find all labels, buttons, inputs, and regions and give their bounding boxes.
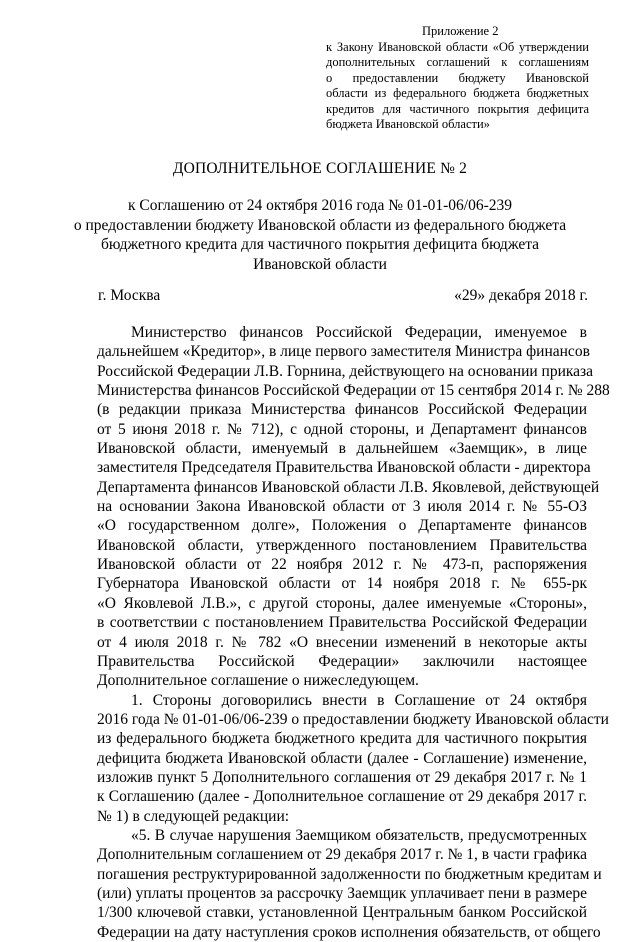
- body-line: «5. В случае нарушения Заемщиком обязательств, предусмотренных: [131, 826, 587, 844]
- appendix-line: кредитов для частичного покрытия дефицита: [326, 101, 589, 116]
- appendix-line: к Закону Ивановской области «Об утверждении: [326, 39, 589, 54]
- body-line: Российской Федерации Л.В. Горнина, действующего на основании приказа: [97, 362, 594, 380]
- document-body: [97, 323, 610, 942]
- body-line: № 1) в следующей редакции:: [97, 807, 290, 825]
- body-line: «О Яковлевой Л.В.», с другой стороны, далее именуемые «Стороны»,: [97, 594, 587, 612]
- body-line: (в редакции приказа Министерства финансов Российской Федерации: [97, 401, 587, 419]
- body-line: 2016 года № 01-01-06/06-239 о предоставлении бюджету Ивановской области: [97, 710, 609, 728]
- document-title: ДОПОЛНИТЕЛЬНОЕ СОГЛАШЕНИЕ № 2: [172, 160, 468, 177]
- body-line: Федерации на дату наступления сроков исполнения обязательств, от общего: [97, 923, 601, 941]
- body-line: дефицита бюджета Ивановской области (далее - Соглашение) изменение,: [97, 749, 587, 767]
- subtitle-line: Ивановской области: [253, 255, 387, 273]
- body-line: Дополнительным соглашением от 29 декабря 2017 г. № 1, в части графика: [97, 846, 587, 864]
- document-subtitle: [60, 196, 580, 274]
- body-line: 1. Стороны договорились внести в Соглашение от 24 октября: [131, 691, 587, 709]
- subtitle-line: к Соглашению от 24 октября 2016 года № 01-01-06/06-239: [127, 197, 513, 214]
- body-line: из федерального бюджета бюджетного кредита для частичного покрытия: [97, 730, 587, 748]
- body-line: Правительства Российской Федерации» заключили настоящее: [97, 652, 587, 670]
- body-line: от 5 июня 2018 г. № 712), с одной стороны, и Департамент финансов: [97, 420, 587, 438]
- body-line: «О государственном долге», Положения о Департаменте финансов: [97, 517, 587, 535]
- subtitle-line: о предоставлении бюджету Ивановской области из федерального бюджета: [73, 216, 567, 234]
- appendix-title: Приложение 2: [422, 24, 499, 38]
- document-date: «29» декабря 2018 г.: [454, 287, 588, 304]
- body-line: заместителя Председателя Правительства Ивановской области - директора: [97, 459, 591, 477]
- appendix-note: [326, 24, 589, 133]
- document-place: г. Москва: [98, 287, 161, 304]
- body-line: Ивановской области от 22 ноября 2012 г. № 473-п, распоряжения: [97, 556, 587, 574]
- appendix-line: дополнительных соглашений к соглашениям: [326, 55, 589, 69]
- body-line: на основании Закона Ивановской области от 3 июля 2014 г. № 55-ОЗ: [97, 498, 587, 516]
- body-line: Министерства финансов Российской Федерации от 15 сентября 2014 г. № 288: [97, 382, 610, 400]
- body-line: Департамента финансов Ивановской области Л.В. Яковлевой, действующей: [97, 478, 600, 496]
- body-line: (или) уплаты процентов за рассрочку Заемщик уплачивает пени в размере: [97, 884, 587, 902]
- body-line: изложив пункт 5 Дополнительного соглашения от 29 декабря 2017 г. № 1: [97, 768, 587, 786]
- subtitle-line: бюджетного кредита для частичного покрытия дефицита бюджета: [100, 236, 540, 253]
- body-line: Ивановской области, утвержденного постановлением Правительства: [97, 536, 587, 554]
- body-line: к Соглашению (далее - Дополнительное соглашение от 29 декабря 2017 г.: [97, 788, 587, 806]
- body-line: Министерство финансов Российской Федерации, именуемое в: [131, 324, 587, 341]
- appendix-line: о предоставлении бюджету Ивановской: [326, 70, 589, 85]
- body-line: Губернатора Ивановской области от 14 ноября 2018 г. № 655-рк: [97, 575, 587, 593]
- body-line: погашения реструктурированной задолженности по бюджетным кредитам и: [97, 865, 602, 883]
- appendix-line: бюджета Ивановской области»: [326, 117, 490, 131]
- appendix-line: области из федерального бюджета бюджетных: [326, 86, 589, 100]
- body-line: от 4 июля 2018 г. № 782 «О внесении изменений в некоторые акты: [97, 633, 587, 651]
- body-line: Ивановской области, именуемый в дальнейшем «Заемщик», в лице: [97, 440, 587, 458]
- body-line: Дополнительное соглашение о нижеследующем.: [97, 672, 419, 690]
- body-line: дальнейшем «Кредитор», в лице первого заместителя Министра финансов: [97, 343, 590, 361]
- body-line: в соответствии с постановлением Правительства Российской Федерации: [97, 614, 587, 632]
- body-line: 1/300 ключевой ставки, установленной Центральным банком Российской: [97, 904, 587, 922]
